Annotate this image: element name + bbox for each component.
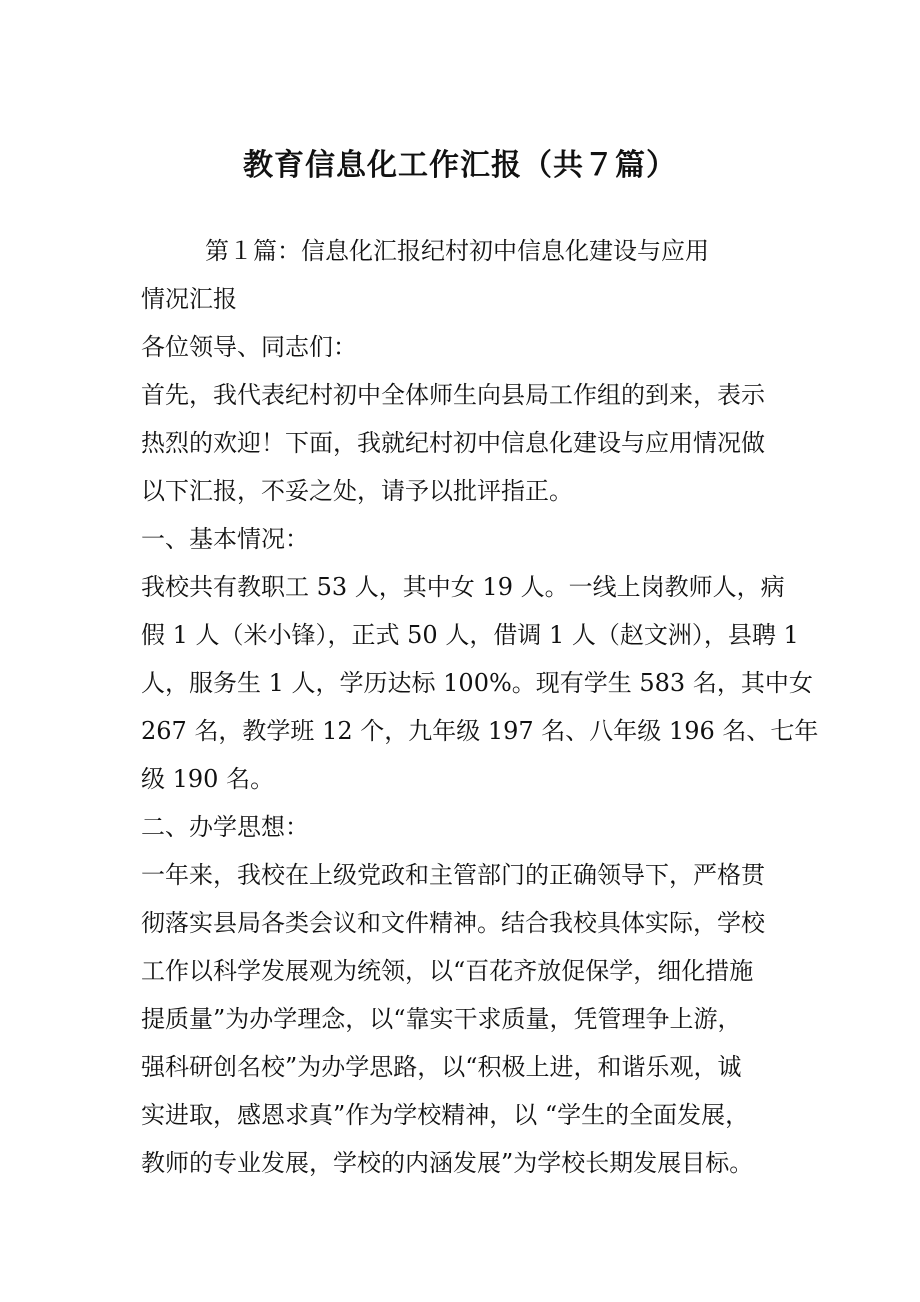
paragraph-line: 工作以科学发展观为统领，以“百花齐放促保学，细化措施 (141, 957, 754, 985)
paragraph-line: 提质量”为办学理念，以“靠实干求质量，凭管理争上游， (141, 1005, 742, 1033)
section-heading: 二、办学思想： (141, 813, 309, 841)
paragraph-line: 实进取，感恩求真”作为学校精神，以 “学生的全面发展， (141, 1101, 750, 1129)
paragraph-line: 热烈的欢迎！下面，我就纪村初中信息化建设与应用情况做 (141, 429, 765, 457)
paragraph-line: 级 190 名。 (141, 765, 275, 793)
chapter-heading-line: 情况汇报 (141, 285, 237, 313)
paragraph-line: 我校共有教职工 53 人，其中女 19 人。一线上岗教师人，病 (141, 573, 785, 601)
paragraph-line: 以下汇报，不妥之处，请予以批评指正。 (141, 477, 573, 505)
document-title: 教育信息化工作汇报（共７篇） (243, 148, 677, 183)
paragraph-line: 强科研创名校”为办学思路，以“积极上进，和谐乐观，诚 (141, 1053, 742, 1081)
paragraph-line: 267 名，教学班 12 个，九年级 197 名、八年级 196 名、七年 (141, 717, 819, 745)
paragraph-line: 人，服务生 1 人，学历达标 100%。现有学生 583 名，其中女 (141, 669, 813, 697)
paragraph-line: 教师的专业发展，学校的内涵发展”为学校长期发展目标。 (141, 1149, 754, 1177)
document-body (141, 227, 819, 1187)
chapter-heading-line: 第１篇：信息化汇报纪村初中信息化建设与应用 (205, 237, 709, 265)
paragraph-line: 假 1 人（米小锋），正式 50 人，借调 1 人（赵文洲），县聘 1 (141, 621, 799, 649)
paragraph-line: 彻落实县局各类会议和文件精神。结合我校具体实际，学校 (141, 909, 765, 937)
paragraph-line: 一年来，我校在上级党政和主管部门的正确领导下，严格贯 (141, 861, 765, 889)
paragraph-line: 首先，我代表纪村初中全体师生向县局工作组的到来，表示 (141, 381, 765, 409)
section-heading: 一、基本情况： (141, 525, 309, 553)
salutation: 各位领导、同志们： (141, 333, 357, 361)
